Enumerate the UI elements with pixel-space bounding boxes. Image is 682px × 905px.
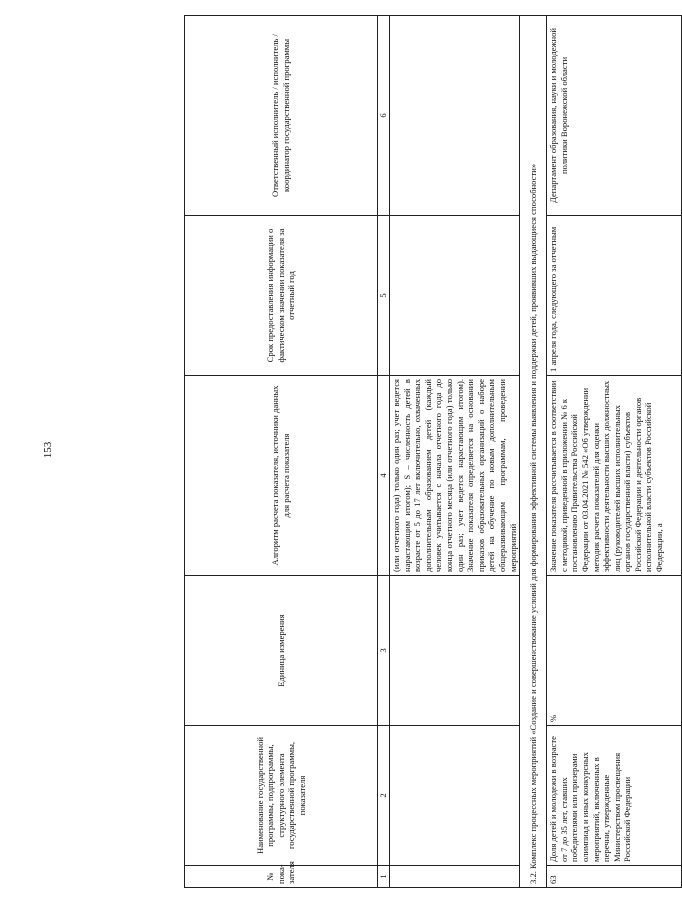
cell-empty bbox=[390, 16, 520, 216]
col-number: 1 bbox=[378, 866, 390, 888]
col-number: 4 bbox=[378, 376, 390, 576]
table-row bbox=[547, 16, 682, 888]
continuation-row bbox=[390, 16, 520, 888]
section-title: 3.2. Комплекс процессных мероприятий «Создание и совершенствование условий для формирования эффективной системы выявления и поддержки детей, проявивших выдающиеся способности» bbox=[520, 16, 547, 888]
col-number: 5 bbox=[378, 216, 390, 376]
indicator-deadline: 1 апреля года, следующего за отчетным bbox=[547, 216, 682, 376]
header-row bbox=[185, 16, 378, 888]
header-col3: Единица измерения bbox=[185, 576, 378, 726]
cell-empty bbox=[390, 216, 520, 376]
indicator-number: 63 bbox=[547, 866, 682, 888]
header-col2: Наименование государственной программы, подпрограммы, структурного элемента государственной программы, показателя bbox=[185, 726, 378, 866]
header-col6: Ответственный исполнитель / исполнитель / координатор государственной программы bbox=[185, 16, 378, 216]
col-number: 3 bbox=[378, 576, 390, 726]
header-col5: Срок предоставления информации о фактическом значении показателя за отчетный год bbox=[185, 216, 378, 376]
page-number: 153 bbox=[42, 441, 54, 459]
column-number-row bbox=[378, 16, 390, 888]
cell-empty bbox=[390, 576, 520, 726]
indicator-responsible: Департамент образования, науки и молодежной политики Воронежской области bbox=[547, 16, 682, 216]
indicators-table bbox=[184, 15, 682, 888]
algorithm-continuation: (или отчетного года) только один раз; учет ведется нарастающим итогом); S – численность детей в возрасте от 5 до 17 лет включительно, охваченных дополнительным образованием детей (каждый человек учитывается с начала отчетного года до конца отчетного месяца (или отчетного года) только один раз; учет ведется нарастающим итогом). Значение показателя определяется на основании приказов образовательных организаций о наборе детей на обучение по новым дополнительным общеразвивающим программам, проведении мероприятий bbox=[390, 376, 520, 576]
indicator-algorithm: Значение показателя рассчитывается в соответствии с методикой, приведенной в приложении № 6 к постановлению Правительства Российской Федерации от 03.04.2021 № 542 «Об утверждении методик расчета показателей для оценки эффективности деятельности высших должностных лиц (руководителей высших исполнительных органов государственной власти) субъектов Российской Федерации и деятельности органов исполнительной власти субъектов Российской Федерации, а bbox=[547, 376, 682, 576]
cell-empty bbox=[390, 866, 520, 888]
section-row bbox=[520, 16, 547, 888]
indicator-unit: % bbox=[547, 576, 682, 726]
header-col4: Алгоритм расчета показателя, источники данных для расчета показателя bbox=[185, 376, 378, 576]
col-number: 2 bbox=[378, 726, 390, 866]
rotated-table-container bbox=[184, 16, 665, 888]
cell-empty bbox=[390, 726, 520, 866]
col-number: 6 bbox=[378, 16, 390, 216]
indicator-name: Доля детей и молодежи в возрасте от 7 до 35 лет, ставших победителями или призерами олимпиад и иных конкурсных мероприятий, включенных в перечни, утвержденные Министерством просвещения Российской Федерации bbox=[547, 726, 682, 866]
header-col1: № пока-зателя bbox=[185, 866, 378, 888]
